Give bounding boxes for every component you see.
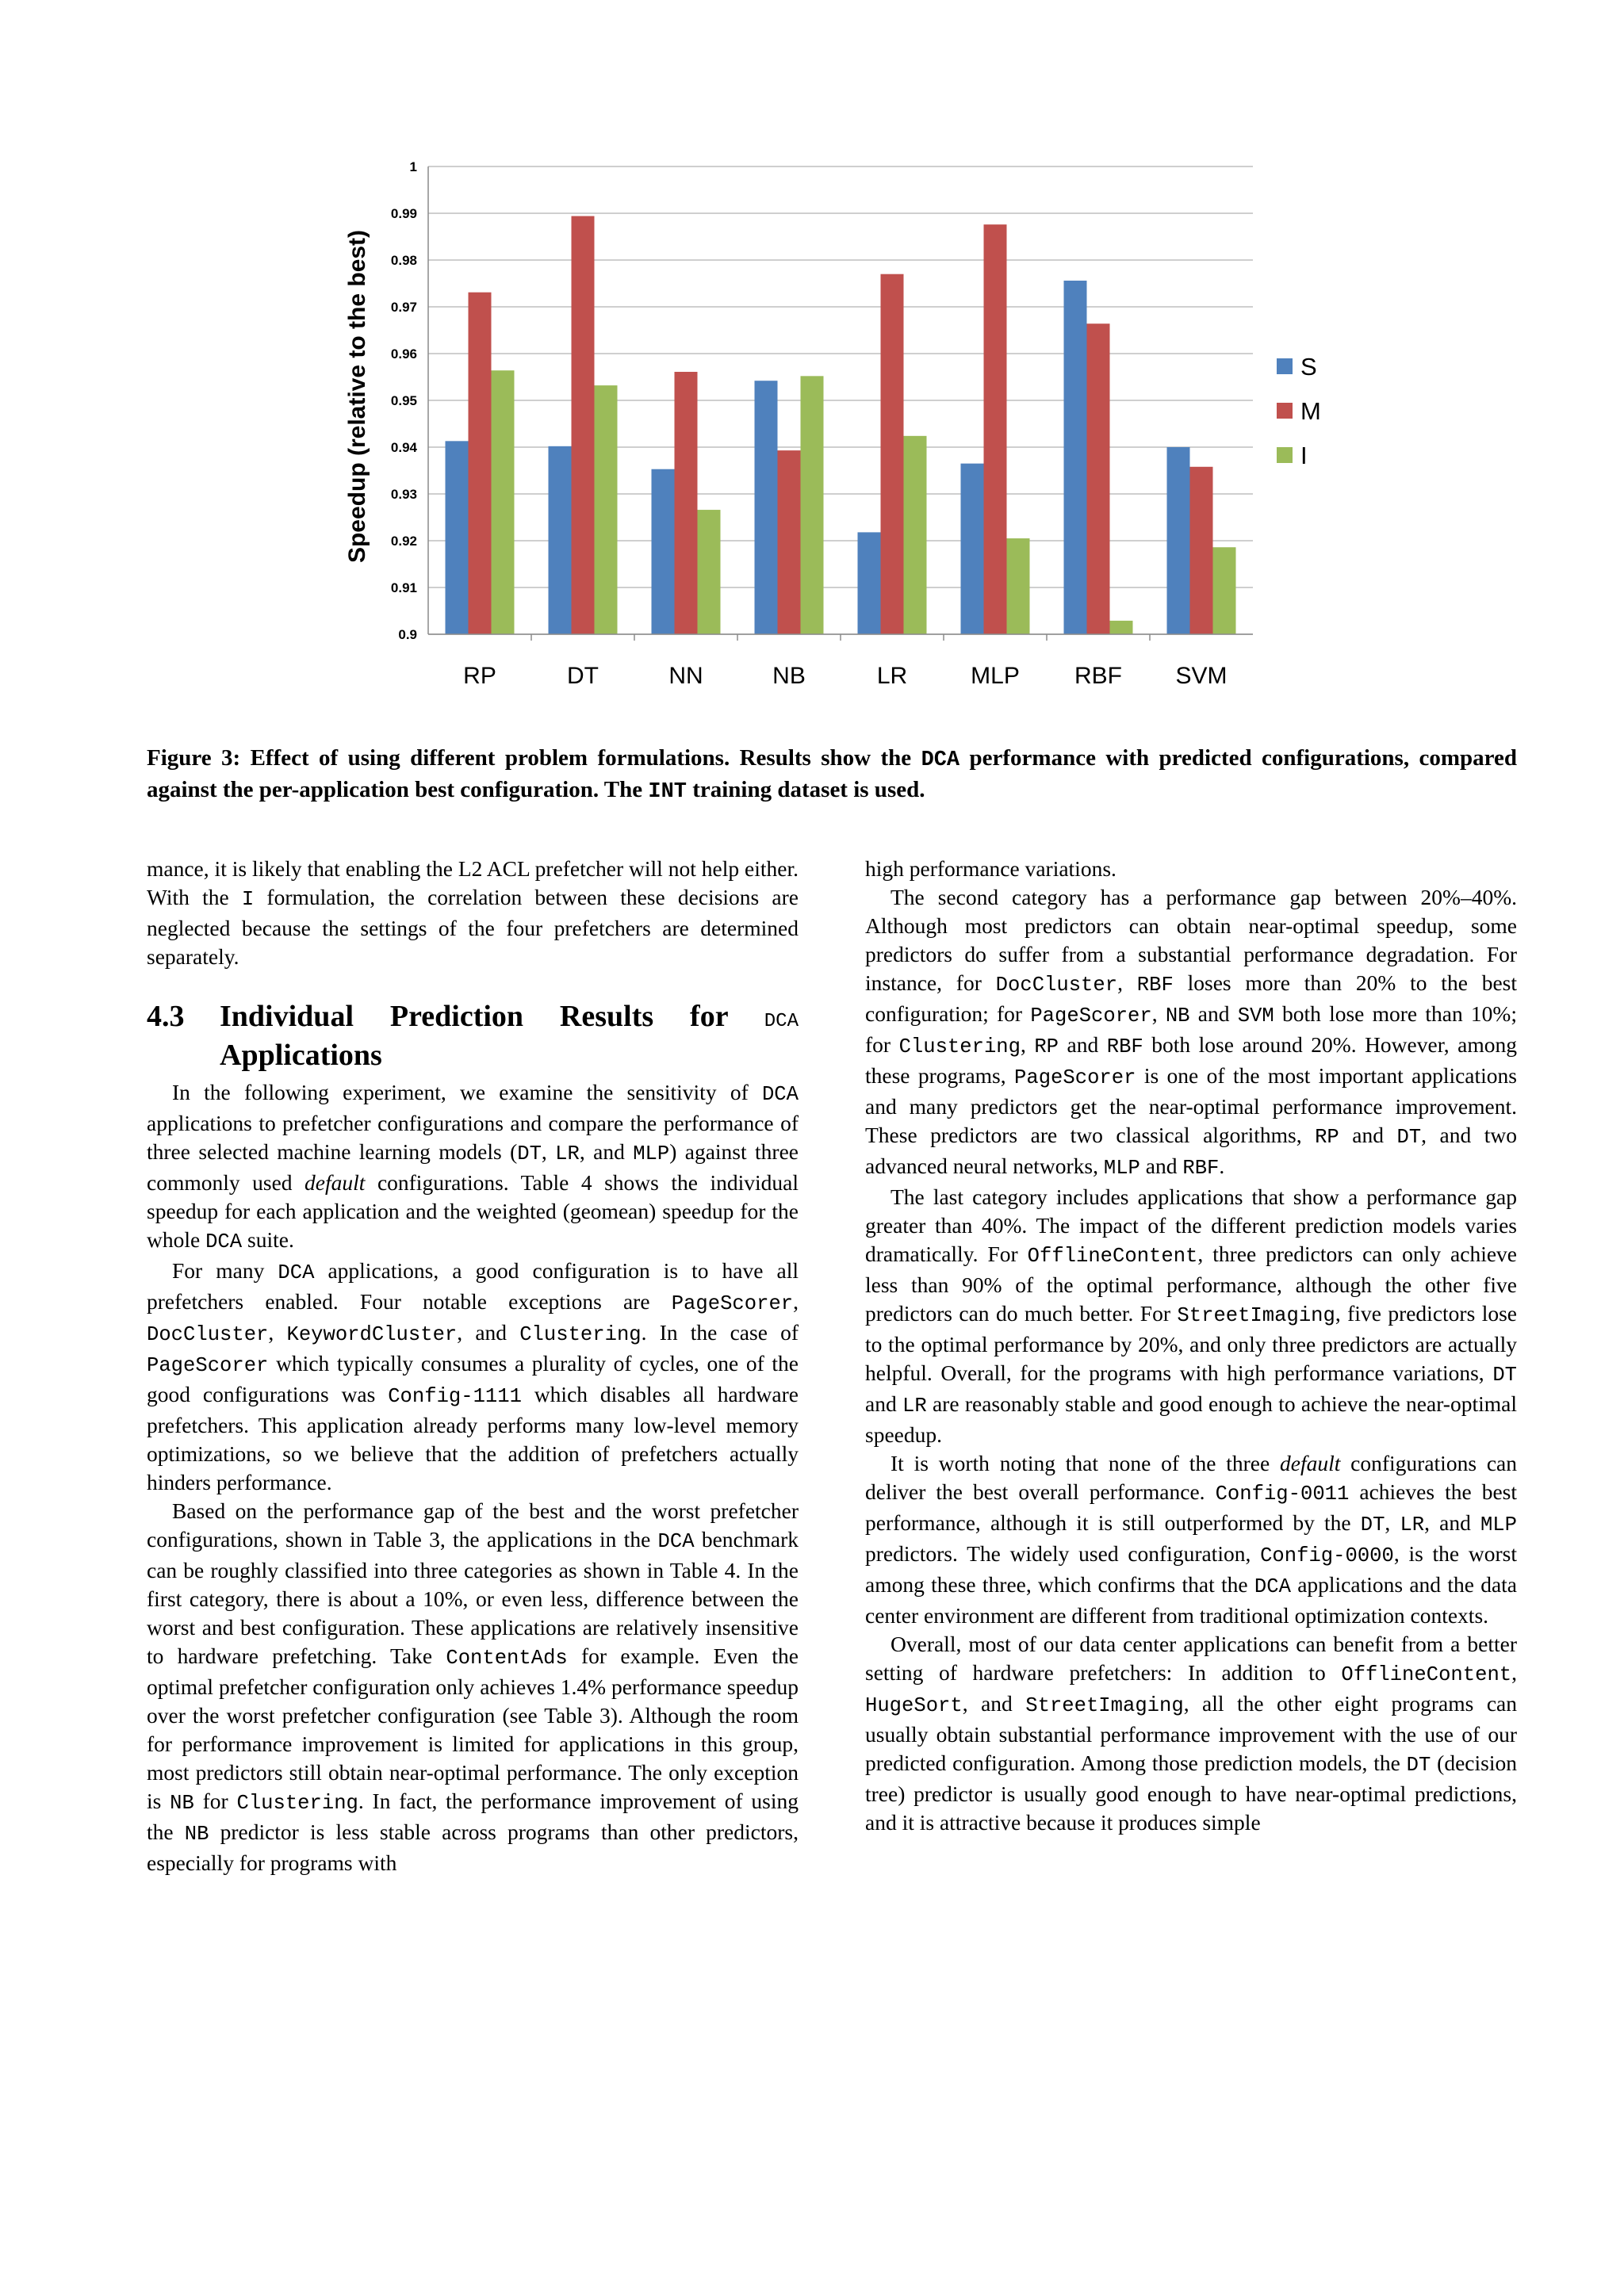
inline-code: RP (1315, 1126, 1339, 1149)
inline-code: HugeSort (865, 1694, 963, 1717)
text-run: . In fact, the performance improvement of using the (147, 1789, 799, 1844)
paragraph (865, 1183, 1517, 1449)
text-run: configurations. Table 4 shows the individual speedup for each application and the weighted (geomean) speedup for the whole (147, 1170, 799, 1252)
inline-code: ContentAds (446, 1647, 568, 1670)
inline-code: Clustering (236, 1792, 358, 1815)
inline-code: Config-1111 (388, 1385, 522, 1408)
text-run: for (193, 1789, 237, 1813)
text-run: , and (1424, 1510, 1480, 1535)
inline-code: NB (170, 1792, 194, 1815)
inline-code: PageScorer (147, 1354, 269, 1377)
text-run: is one of the most important applications and many predictors get the near-optimal performance improvement. These predictors are two classical algorithms, (865, 1063, 1518, 1147)
inline-code: DCA (761, 1083, 799, 1106)
text-run: , all the other eight programs can usually obtain substantial performance improvement with the use of our predicted configuration. Among those prediction models, the (865, 1691, 1517, 1775)
bar-s-nn (652, 469, 675, 634)
bar-m-nb (778, 450, 801, 634)
text-run: applications and the data center environment are different from traditional optimization contexts. (865, 1572, 1517, 1628)
bar-i-svm (1213, 547, 1236, 634)
bar-i-nn (698, 510, 721, 634)
text-run: formulation, the correlation between these decisions are neglected because the settings of the four prefetchers are determined separately. (147, 885, 799, 969)
text-run: both lose around 20%. However, among these programs, (865, 1032, 1517, 1088)
text-run: , (1020, 1032, 1035, 1057)
y-tick-label: 0.93 (390, 487, 417, 502)
inline-code: DT (1396, 1126, 1422, 1149)
inline-code: Clustering (519, 1323, 642, 1346)
text-run: achieves the best performance, although it is still outperformed by the (865, 1479, 1518, 1535)
text-run: both lose more than 10%; for (865, 1001, 1517, 1057)
text-run: The second category has a performance gap between 20%–40%. Although most predictors can obtain near-optimal speedup, some predictors do suffer from a substantial performance degradation. For instance, for (865, 885, 1517, 995)
text-run: and (1339, 1123, 1397, 1147)
bar-m-rbf (1087, 323, 1110, 634)
text-run: The last category includes applications that show a performance gap greater than 40%. The impact of the different prediction models varies dramatically. For (865, 1184, 1517, 1266)
x-tick-label: MLP (971, 663, 1020, 689)
text-run: are reasonably stable and good enough to achieve the near-optimal speedup. (865, 1391, 1517, 1447)
bar-i-mlp (1007, 538, 1030, 634)
text-run: , (1385, 1510, 1400, 1535)
text-run: , (793, 1289, 799, 1314)
text-run: Based on the performance gap of the best and the worst prefetcher configurations, shown in Table 3, the applications in the (147, 1498, 799, 1552)
text-run: . (1219, 1154, 1225, 1178)
inline-code: DT (1492, 1364, 1517, 1387)
text-run: and (865, 1391, 902, 1416)
inline-code: DT (1406, 1754, 1431, 1777)
text-run: , three predictors can only achieve less than 90% of the optimal performance, although the other five predictors can do much better. For (865, 1242, 1517, 1326)
y-tick-label: 0.96 (390, 346, 417, 362)
paragraph (147, 1257, 799, 1497)
section-title-code: DCA (764, 1011, 799, 1032)
text-run: Overall, most of our data center applications can benefit from a better setting of hardware prefetchers: In addition to (865, 1632, 1517, 1685)
text-run: benchmark can be roughly classified into three categories as shown in Table 4. In the first category, there is about a 10%, or even less, difference between the worst and best configuration. These applications are relatively insensitive to hardware prefetching. Take (147, 1527, 799, 1668)
y-tick-label: 0.91 (390, 580, 417, 595)
bar-i-rbf (1110, 621, 1133, 634)
inline-code: RP (1034, 1035, 1059, 1058)
inline-code: DCA (657, 1530, 695, 1553)
text-run: , and (457, 1320, 520, 1345)
text-run: (decision tree) predictor is usually good enough to have near-optimal predictions, and it is attractive because it produces simple (865, 1751, 1517, 1835)
text-run: , and (962, 1691, 1026, 1716)
text-run: , (268, 1320, 287, 1345)
inline-code: LR (555, 1142, 580, 1165)
y-tick-label: 0.95 (390, 393, 417, 408)
text-run: , is the worst among these three, which confirms that the (865, 1541, 1517, 1597)
text-run: , (1511, 1660, 1517, 1685)
text-run: . In the case of (641, 1320, 799, 1345)
caption-text-3: training dataset is used. (686, 777, 925, 802)
inline-code: StreetImaging (1177, 1304, 1335, 1327)
paragraph (147, 855, 799, 971)
text-run: , (541, 1139, 556, 1164)
bar-i-dt (595, 385, 618, 634)
bar-m-dt (572, 216, 595, 634)
paragraph (147, 1497, 799, 1877)
text-run: ) against three commonly used (147, 1139, 799, 1195)
inline-code: SVM (1237, 1004, 1274, 1027)
left-column (147, 855, 799, 1877)
inline-code: StreetImaging (1025, 1694, 1184, 1717)
bar-m-lr (881, 274, 904, 634)
x-tick-label: NN (668, 663, 703, 689)
inline-code: PageScorer (1030, 1004, 1152, 1027)
x-tick-label: SVM (1175, 663, 1228, 689)
y-tick-label: 0.9 (398, 627, 417, 642)
inline-code: DT (1360, 1513, 1385, 1536)
bar-m-svm (1190, 467, 1213, 634)
section-heading (147, 1000, 799, 1072)
y-tick-label: 0.98 (390, 253, 417, 268)
text-run: suite. (242, 1227, 294, 1252)
bar-s-nb (755, 381, 778, 634)
inline-code: Config-0011 (1215, 1483, 1350, 1506)
inline-code: I (241, 888, 255, 911)
emphasis: default (1279, 1451, 1341, 1475)
text-run: high performance variations. (865, 856, 1116, 881)
inline-code: OfflineContent (1027, 1245, 1198, 1268)
text-run: For many (172, 1258, 278, 1283)
bar-i-nb (801, 376, 824, 634)
bar-i-rp (492, 370, 515, 634)
inline-code: Clustering (898, 1035, 1021, 1058)
text-run: configurations can deliver the best overall performance. (865, 1451, 1517, 1504)
y-axis-label: Speedup (relative to the best) (344, 229, 370, 564)
legend-label-s: S (1300, 353, 1317, 381)
y-tick-label: 1 (409, 159, 417, 174)
text-run: predictors. The widely used configuration, (865, 1541, 1261, 1566)
bar-i-lr (904, 436, 927, 634)
text-run: In the following experiment, we examine the sensitivity of (172, 1080, 762, 1104)
inline-code: NB (184, 1823, 209, 1846)
emphasis: default (304, 1170, 366, 1195)
inline-code: PageScorer (671, 1292, 794, 1315)
text-run: , (1151, 1001, 1166, 1026)
figure-caption (147, 744, 1517, 807)
legend (1277, 353, 1321, 469)
inline-code: DCA (205, 1230, 243, 1253)
paragraph (865, 883, 1517, 1183)
inline-code: DCA (278, 1261, 315, 1284)
inline-code: LR (1400, 1513, 1425, 1536)
y-tick-label: 0.92 (390, 534, 417, 549)
text-run: It is worth noting that none of the three (891, 1451, 1280, 1475)
text-run: and (1139, 1154, 1183, 1178)
text-run: , five predictors lose to the optimal performance by 20%, and only three predictors are actually helpful. Overall, for the programs with high performance variations, (865, 1301, 1517, 1385)
inline-code: RBF (1106, 1035, 1143, 1058)
text-run: , and (579, 1139, 634, 1164)
inline-code: DCA (1254, 1575, 1291, 1598)
inline-code: MLP (1103, 1157, 1140, 1180)
inline-code: Config-0000 (1260, 1544, 1394, 1567)
inline-code: MLP (633, 1142, 670, 1165)
bars (446, 216, 1236, 634)
inline-code: OfflineContent (1341, 1663, 1512, 1686)
section-title-part: Applications (220, 1039, 382, 1072)
text-run: , (1117, 970, 1137, 995)
paragraph (865, 1630, 1517, 1837)
y-tick-label: 0.94 (390, 440, 417, 455)
inline-code: LR (902, 1395, 927, 1418)
bar-s-lr (858, 532, 881, 634)
paragraph (147, 1078, 799, 1257)
text-run: which disables all hardware prefetchers. This application already performs many low-level memory optimizations, so we believe that the addition of prefetchers actually hinders performance. (147, 1382, 799, 1494)
text-run: which typically consumes a plurality of cycles, one of the good configurations was (147, 1351, 799, 1406)
legend-label-m: M (1300, 397, 1321, 425)
paragraph (865, 1449, 1517, 1630)
inline-code: DocCluster (147, 1323, 269, 1346)
bar-m-mlp (984, 224, 1007, 634)
inline-code: PageScorer (1014, 1066, 1136, 1089)
x-tick-label: LR (876, 663, 908, 689)
text-run: for example. Even the optimal prefetcher configuration only achieves 1.4% performance speedup over the worst prefetcher configuration (see Table 3). Although the room for performance improvement is limited for applications in this group, most predictors still obtain near-optimal performance. The only exception is (147, 1644, 799, 1813)
bar-m-rp (469, 293, 492, 634)
section-title-part: Individual Prediction Results for (220, 1000, 764, 1033)
text-run: and (1189, 1001, 1238, 1026)
bar-s-mlp (961, 464, 984, 634)
legend-swatch-s (1277, 358, 1293, 374)
caption-text-1: Figure 3: Effect of using different problem formulations. Results show the (147, 745, 921, 771)
inline-code: DocCluster (995, 974, 1118, 997)
bar-s-dt (549, 446, 572, 634)
caption-text-2: performance with predicted configurations, compared against the per-application best configuration. The (147, 745, 1518, 802)
x-tick-label: NB (772, 663, 806, 689)
inline-code: DT (517, 1142, 542, 1165)
speedup-bar-chart (317, 143, 1321, 714)
y-tick-label: 0.97 (390, 300, 417, 315)
text-run: and (1059, 1032, 1107, 1057)
text-run: loses more than 20% to the best configuration; for (865, 970, 1518, 1026)
text-run: applications, a good configuration is to have all prefetchers enabled. Four notable exceptions are (147, 1258, 799, 1314)
text-run: applications to prefetcher configurations and compare the performance of three selected machine learning models ( (147, 1111, 799, 1164)
legend-label-i: I (1300, 442, 1308, 469)
x-tick-label: DT (567, 663, 599, 689)
inline-code: RBF (1136, 974, 1174, 997)
inline-code: RBF (1182, 1157, 1220, 1180)
legend-swatch-m (1277, 403, 1293, 419)
y-tick-label: 0.99 (390, 206, 417, 221)
text-run: predictor is less stable across programs than other predictors, especially for programs with (147, 1820, 799, 1875)
legend-swatch-i (1277, 447, 1293, 463)
bar-s-svm (1167, 447, 1190, 634)
inline-code: MLP (1480, 1513, 1517, 1536)
x-tick-label: RP (463, 663, 496, 689)
caption-code-dca: DCA (921, 748, 960, 772)
x-tick-label: RBF (1074, 663, 1122, 689)
text-run: mance, it is likely that enabling the L2 ACL prefetcher will not help either. With the (147, 856, 799, 909)
caption-code-int: INT (648, 780, 687, 804)
bar-m-nn (675, 372, 698, 634)
right-column (865, 855, 1517, 1837)
text-run: , and two advanced neural networks, (865, 1123, 1517, 1178)
paragraph (865, 855, 1517, 883)
section-number: 4.3 (147, 1000, 185, 1033)
bar-s-rbf (1064, 281, 1087, 634)
inline-code: KeywordCluster (286, 1323, 458, 1346)
bar-s-rp (446, 441, 469, 634)
inline-code: NB (1165, 1004, 1190, 1027)
